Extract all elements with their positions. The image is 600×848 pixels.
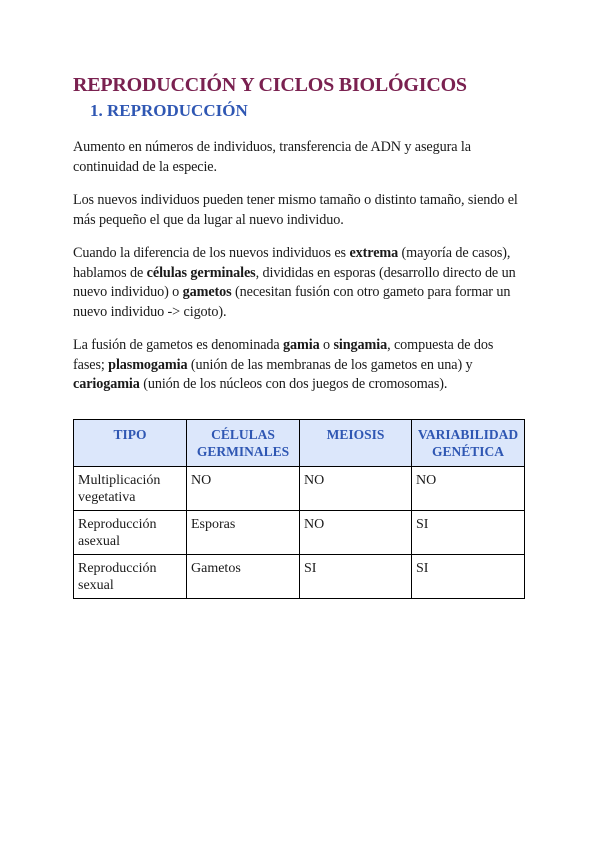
table-row — [74, 466, 525, 510]
text-run: o — [319, 337, 334, 353]
paragraph-3 — [73, 244, 528, 322]
text-run: La fusión de gametos es denominada — [73, 337, 284, 353]
bold-term-extrema: extrema — [349, 245, 399, 261]
text-run: , divididas en esporas (desarrollo directo de un nuevo individuo) o — [73, 264, 516, 300]
header-celulas-germinales: CÉLULAS GERMINALES — [187, 419, 300, 466]
bold-term-gametos: gametos — [182, 284, 232, 300]
table-cell: NO — [187, 466, 300, 510]
document-content — [73, 72, 528, 599]
table-cell: Multiplicación vegetativa — [74, 466, 187, 510]
bold-term-singamia: singamia — [333, 337, 388, 353]
table-cell: NO — [412, 466, 525, 510]
table-cell: SI — [412, 510, 525, 554]
table-cell: NO — [300, 466, 412, 510]
header-meiosis: MEIOSIS — [300, 419, 412, 466]
document-title: REPRODUCCIÓN Y CICLOS BIOLÓGICOS — [73, 74, 467, 96]
bold-term-plasmogamia: plasmogamia — [108, 356, 188, 373]
table-cell: SI — [300, 554, 412, 598]
table-row — [74, 554, 525, 598]
table-cell: NO — [300, 510, 412, 554]
text-run: (unión de las membranas de los gametos en una) y — [187, 356, 473, 373]
table-cell: Gametos — [187, 554, 300, 598]
bold-term-gamia: gamia — [283, 337, 320, 353]
paragraph-2: Los nuevos individuos pueden tener mismo tamaño o distinto tamaño, siendo el más pequeño el que da lugar al nuevo individuo. — [73, 192, 518, 228]
table-cell: Esporas — [187, 510, 300, 554]
reproduction-table — [73, 419, 525, 599]
bold-term-cariogamia: cariogamia — [73, 376, 140, 392]
paragraph-1: Aumento en números de individuos, transferencia de ADN y asegura la continuidad de la especie. — [73, 139, 471, 175]
section-heading: 1. REPRODUCCIÓN — [90, 101, 248, 120]
paragraph-4 — [73, 336, 528, 395]
table-cell: SI — [412, 554, 525, 598]
text-run: , compuesta de dos fases; — [73, 337, 494, 373]
text-run: (unión de los núcleos con dos juegos de cromosomas). — [139, 376, 448, 392]
table-cell: Reproducción asexual — [74, 510, 187, 554]
table-header-row — [74, 419, 525, 466]
text-run: Cuando la diferencia de los nuevos individuos es — [73, 245, 350, 261]
text-run: (mayoría de casos), hablamos de — [73, 245, 511, 281]
table-row — [74, 510, 525, 554]
text-run: (necesitan fusión con otro gameto para formar un nuevo individuo -> cigoto). — [73, 284, 511, 320]
header-variabilidad-genetica: VARIABILIDAD GENÉTICA — [412, 419, 525, 466]
bold-term-celulas-germinales: células germinales — [146, 264, 256, 281]
table-cell: Reproducción sexual — [74, 554, 187, 598]
header-tipo: TIPO — [74, 419, 187, 466]
